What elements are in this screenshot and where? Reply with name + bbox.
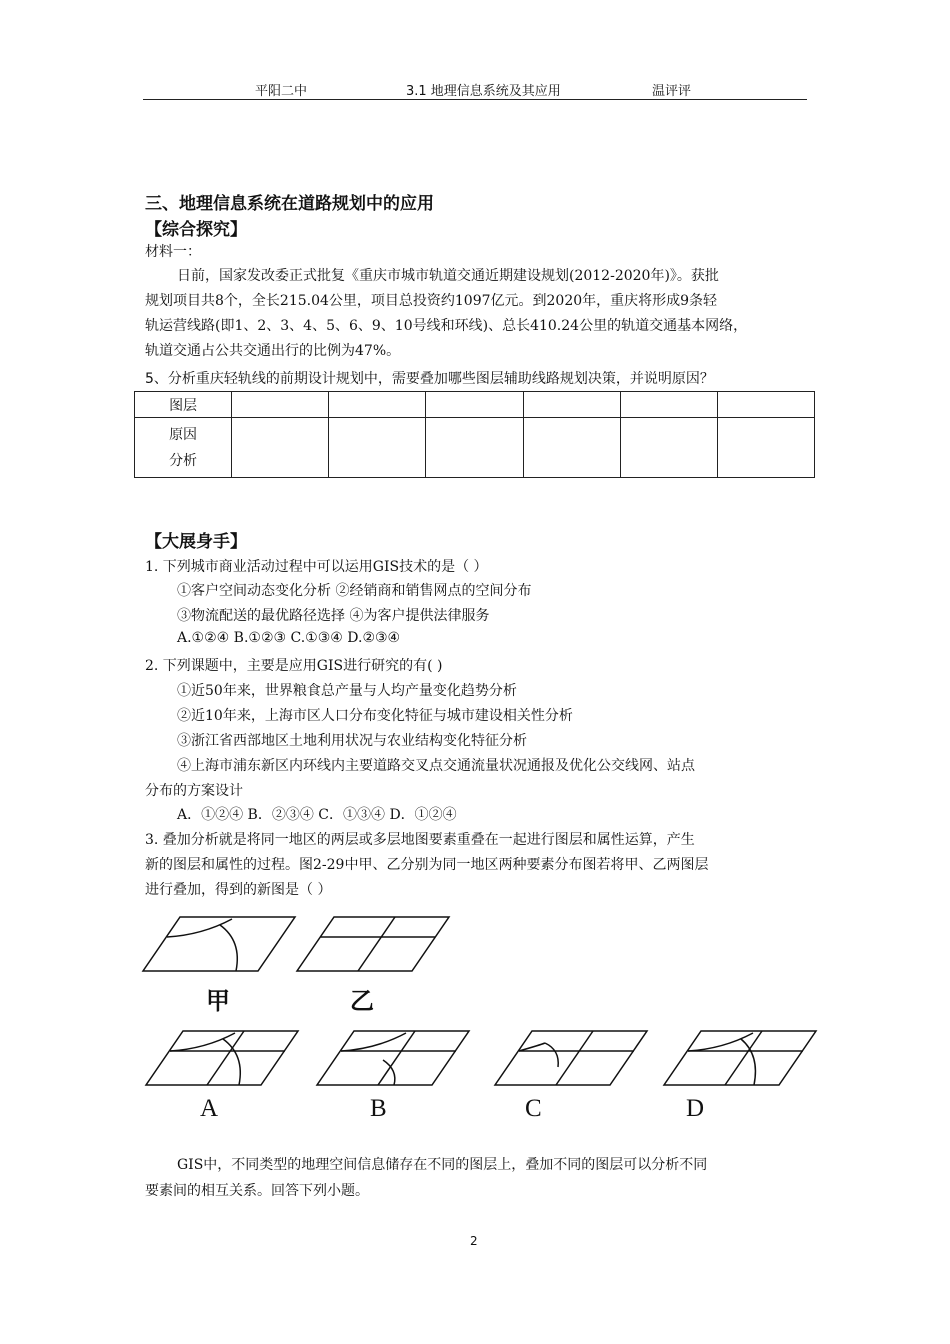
map-yi	[297, 917, 449, 971]
page-number: 2	[470, 1234, 478, 1248]
q2-stem: 2. 下列课题中，主要是应用GIS进行研究的有( )	[145, 658, 443, 674]
header-school: 平阳二中	[255, 84, 308, 99]
q1-options: ①客户空间动态变化分析 ②经销商和销售网点的空间分布	[177, 583, 532, 599]
label-a: A	[200, 1095, 219, 1122]
row-label-reason-line2: 分析	[169, 452, 198, 469]
option-d-map	[664, 1031, 816, 1085]
q3-line: 新的图层和属性的过程。图2-29中甲、乙分别为同一地区两种要素分布图若将甲、乙两图层	[145, 857, 709, 873]
q3-line: 3. 叠加分析就是将同一地区的两层或多层地图要素重叠在一起进行图层和属性运算，产生	[145, 832, 695, 848]
option-c-map	[495, 1031, 647, 1085]
answer-cell[interactable]	[620, 392, 717, 418]
answer-cell[interactable]	[232, 392, 329, 418]
q2-item: ④上海市浦东新区内环线内主要道路交叉点交通流量状况通报及优化公交线网、站点	[177, 758, 695, 774]
label-yi: 乙	[350, 987, 374, 1015]
q3-line: 进行叠加，得到的新图是（ ）	[145, 882, 332, 898]
inquiry-title: 【综合探究】	[145, 220, 247, 240]
section-title: 三、地理信息系统在道路规划中的应用	[145, 194, 434, 214]
practice-title: 【大展身手】	[145, 532, 247, 552]
answer-cell[interactable]	[426, 392, 523, 418]
label-c: C	[525, 1095, 542, 1122]
answer-cell[interactable]	[232, 418, 329, 478]
row-label-layers: 图层	[135, 392, 232, 418]
material-label: 材料一：	[145, 244, 201, 260]
q2-item: ②近10年来，上海市区人口分布变化特征与城市建设相关性分析	[177, 708, 573, 724]
answer-table	[134, 391, 815, 478]
answer-cell[interactable]	[426, 418, 523, 478]
q2-item: ③浙江省西部地区土地利用状况与农业结构变化特征分析	[177, 733, 527, 749]
question-5: 5、分析重庆轻轨线的前期设计规划中，需要叠加哪些图层辅助线路规划决策，并说明原因？	[145, 371, 714, 387]
answer-cell[interactable]	[329, 418, 426, 478]
material-line: 轨道交通占公共交通出行的比例为47%。	[145, 343, 401, 359]
answer-cell[interactable]	[523, 418, 620, 478]
answer-cell[interactable]	[329, 392, 426, 418]
label-b: B	[370, 1095, 387, 1122]
material-line: 日前，国家发改委正式批复《重庆市城市轨道交通近期建设规划(2012-2020年)》。获批	[177, 268, 719, 284]
gis-intro-line: 要素间的相互关系。回答下列小题。	[145, 1183, 369, 1199]
q2-item: ①近50年来，世界粮食总产量与人均产量变化趋势分析	[177, 683, 517, 699]
material-line: 轨运营线路(即1、2、3、4、5、6、9、10号线和环线)、总长410.24公里的轨道交通基本网络，	[145, 318, 748, 334]
label-d: D	[686, 1095, 705, 1122]
gis-intro-line: GIS中，不同类型的地理空间信息储存在不同的图层上，叠加不同的图层可以分析不同	[177, 1157, 708, 1173]
q1-options: ③物流配送的最优路径选择 ④为客户提供法律服务	[177, 608, 490, 624]
answer-cell[interactable]	[717, 392, 814, 418]
overlay-figure	[140, 905, 820, 1130]
map-jia	[143, 917, 295, 971]
row-label-reason-line1: 原因	[169, 426, 198, 443]
answer-cell[interactable]	[717, 418, 814, 478]
q2-item-cont: 分布的方案设计	[145, 783, 243, 799]
answer-cell[interactable]	[620, 418, 717, 478]
option-b-map	[317, 1031, 469, 1085]
header-lesson: 3.1 地理信息系统及其应用	[406, 84, 561, 99]
row-label-reason	[135, 418, 232, 478]
material-line: 规划项目共8个，全长215.04公里，项目总投资约1097亿元。到2020年，重庆将形成9条轻	[145, 293, 718, 309]
q1-stem: 1. 下列城市商业活动过程中可以运用GIS技术的是（ ）	[145, 559, 488, 575]
header-rule	[143, 99, 807, 100]
q2-answers: A．①②④ B．②③④ C．①③④ D．①②④	[177, 807, 457, 823]
label-jia: 甲	[206, 987, 230, 1015]
q1-answers: A.①②④ B.①②③ C.①③④ D.②③④	[177, 630, 401, 646]
answer-cell[interactable]	[523, 392, 620, 418]
header-author: 温评评	[652, 84, 692, 99]
option-a-map	[146, 1031, 298, 1085]
